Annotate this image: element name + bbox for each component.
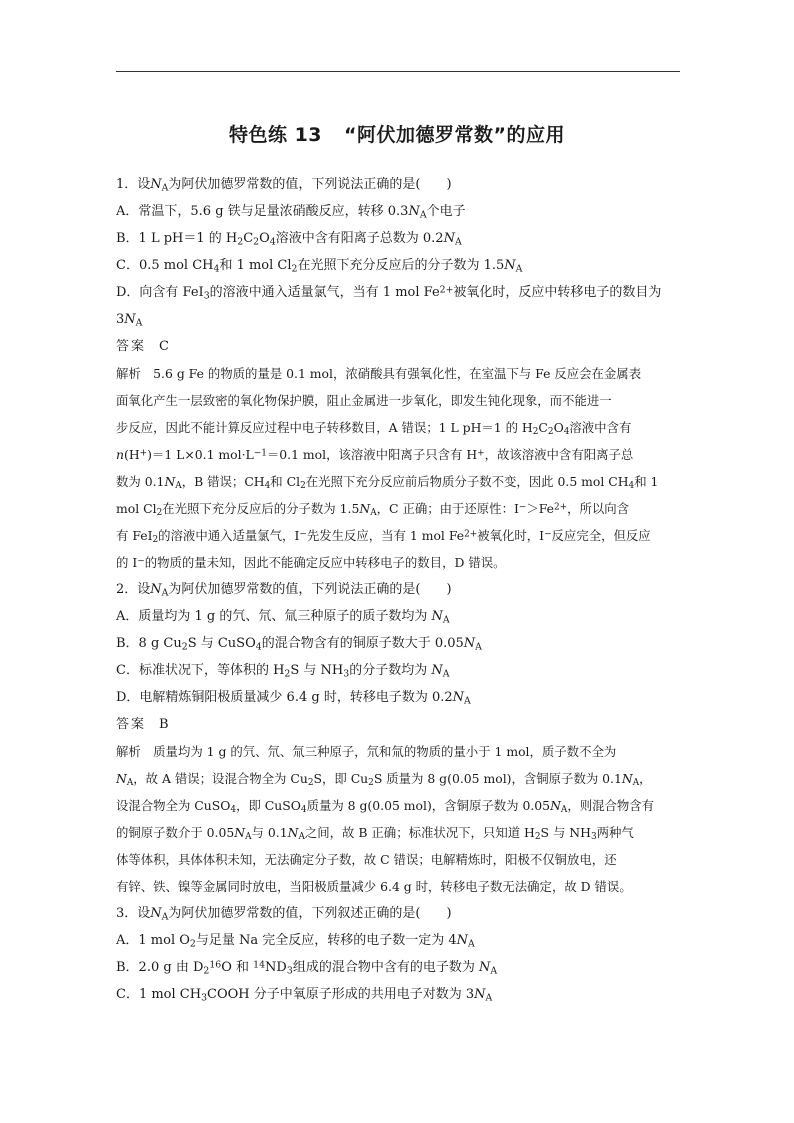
title-part-1: 特色练 13	[228, 124, 323, 146]
q3-stem: 3．设$N_A$为阿伏加德罗常数的值，下列叙述正确的是( )	[116, 906, 452, 923]
q1-explanation-4: n(H+)＝1 L×0.1 $mol\cdot L^{-1}=0.1$ mol，该溶液中阳离子只含有 H+，故该溶液中含有阳离子总	[116, 447, 634, 462]
q1-option-d-cont: $3N_A$	[116, 312, 143, 329]
q1-explanation-2: 面氧化产生一层致密的氧化物保护膜，阻止金属进一步氧化，即发生钝化现象，而不能进一	[116, 393, 612, 408]
q2-answer: 答案 B	[116, 717, 169, 732]
q2-option-c: C．标准状况下，等体积的 $H_2S$ 与 $NH_3$的分子数均为 $N_A$	[116, 663, 450, 680]
q1-explanation-5: 数为 $0.1N_A$，B 错误；$CH_4$和 $Cl_2$在光照下充分反应前后物质分子数不变，因此 0.5 mol $CH_4$和 1	[116, 474, 659, 492]
q1-option-b: B．1 L pH＝1 的 $H_2C_2O_4$溶液中含有阳离子总数为 $0.2N_A$	[116, 231, 462, 248]
q2-explanation-4: 的铜原子数介于 $0.05N_A$与 $0.1N_A$之间，故 B 正确；标准状况下，只知道 $H_2S$ 与 $NH_3$两种气	[116, 825, 634, 843]
page-title	[0, 120, 794, 147]
q2-stem: 2．设$N_A$为阿伏加德罗常数的值，下列说法正确的是( )	[116, 582, 452, 599]
q2-explanation-3: 设混合物全为 CuSO$_4$，即 CuSO$_4$质量为 8 g(0.05 mol)，含铜原子数为 $0.05N_A$，则混合物含有	[116, 798, 655, 816]
q1-answer: 答案 C	[116, 339, 169, 354]
q3-option-a: A．1 mol $O_2$与足量 Na 完全反应，转移的电子数一定为 $4N_A$	[116, 933, 475, 950]
header-rule	[116, 71, 680, 72]
q2-explanation-2: $N_A$，故 A 错误；设混合物全为 $Cu_2S$，即 $Cu_2S$ 质量为 8 g(0.05 mol)，含铜原子数为 $0.1N_A$，	[116, 771, 652, 789]
q1-option-a: A．常温下，5.6 g 铁与足量浓硝酸反应，转移 $0.3N_A$个电子	[116, 204, 466, 221]
q1-stem: 1．设$N_A$为阿伏加德罗常数的值，下列说法正确的是( )	[116, 177, 452, 194]
q1-explanation-3: 步反应，因此不能计算反应过程中电子转移数目，A 错误；1 L pH＝1 的 $H_2C_2O_4$溶液中含有	[116, 420, 632, 438]
title-part-2: “阿伏加德罗常数”的应用	[344, 124, 566, 146]
q2-explanation-6: 有锌、铁、镍等金属同时放电，当阳极质量减少 6.4 g 时，转移电子数无法确定，故 D 错误。	[116, 879, 632, 894]
q1-explanation-8: 的 I−的物质的量未知，因此不能确定反应中转移电子的数目，D 错误。	[116, 555, 506, 570]
q2-option-b: B．8 g $Cu_2S$ 与 CuSO$_4$的混合物含有的铜原子数大于 $0.05N_A$	[116, 636, 482, 653]
q3-option-b: B．2.0 g 由 $D_2^{16}O$ 和 $^{14}ND_3$组成的混合物中含有的电子数为 $N_A$	[116, 959, 498, 977]
q1-explanation-7: 有 FeI$_2$的溶液中通入适量氯气，I−先发生反应，当有 1 mol $Fe^{2+}$被氧化时，I−反应完全，但反应	[116, 528, 651, 546]
q1-explanation-1: 解析 5.6 g Fe 的物质的量是 0.1 mol，浓硝酸具有强氧化性，在室温下与 Fe 反应会在金属表	[116, 366, 642, 381]
q2-explanation-1: 解析 质量均为 1 g 的氕、氘、氚三种原子，氘和氚的物质的量小于 1 mol，质子数不全为	[116, 744, 617, 759]
q1-option-c: C．0.5 mol $CH_4$和 1 mol $Cl_2$在光照下充分反应后的分子数为 $1.5N_A$	[116, 258, 523, 275]
q2-option-a: A．质量均为 1 g 的氕、氘、氚三种原子的质子数均为 $N_A$	[116, 609, 450, 626]
q1-explanation-6: mol $Cl_2$在光照下充分反应后的分子数为 $1.5N_A$，C 正确；由于还原性：$I^->Fe^{2+}$，所以向含	[116, 501, 630, 519]
q3-option-c: C．1 mol $CH_3COOH$ 分子中氧原子形成的共用电子对数为 $3N_A$	[116, 987, 493, 1004]
q1-option-d: D．向含有 FeI$_3$的溶液中通入适量氯气，当有 1 mol $Fe^{2+}$被氧化时，反应中转移电子的数目为	[116, 284, 662, 302]
q2-explanation-5: 体等体积，具体体积未知，无法确定分子数，故 C 错误；电解精炼时，阳极不仅铜放电，还	[116, 852, 617, 867]
document-body	[116, 171, 680, 1008]
q2-option-d: D．电解精炼铜阳极质量减少 6.4 g 时，转移电子数为 $0.2N_A$	[116, 690, 471, 707]
